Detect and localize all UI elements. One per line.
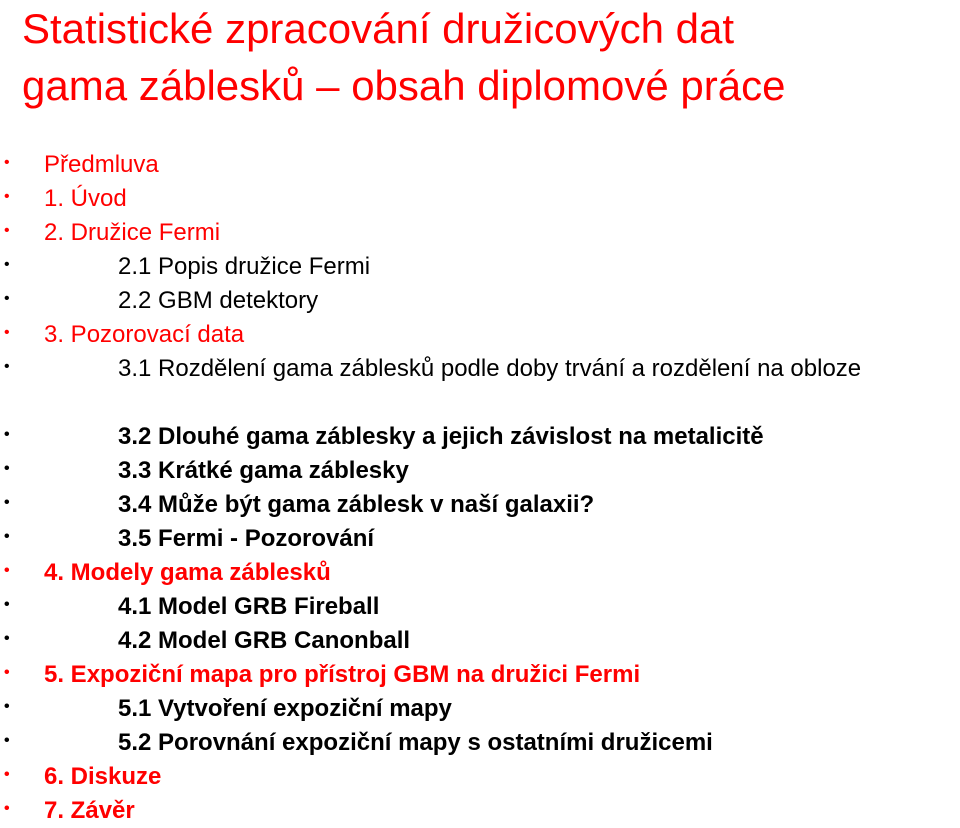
toc-item-fermi-pozorovani	[0, 522, 960, 556]
slide-title-line-2: gama záblesků – obsah diplomové práce	[22, 62, 786, 109]
toc-item-druzice-fermi	[0, 216, 960, 250]
toc-item-label: 6. Diskuze	[44, 763, 162, 790]
bullet-icon: •	[4, 732, 10, 749]
slide-title-line-1: Statistické zpracování družicových dat	[22, 5, 734, 52]
bullet-icon: •	[4, 800, 10, 817]
toc-item-gbm-detektory	[0, 284, 960, 318]
bullet-icon: •	[4, 528, 10, 545]
toc-item-uvod	[0, 182, 960, 216]
toc-item-label: 4.2 Model GRB Canonball	[118, 627, 411, 654]
toc-item-label: 3.2 Dlouhé gama záblesky a jejich závislost na metalicitě	[118, 423, 764, 450]
table-of-contents	[0, 148, 960, 828]
bullet-icon: •	[4, 766, 10, 783]
toc-item-canonball	[0, 624, 960, 658]
bullet-icon: •	[4, 324, 10, 341]
toc-item-label: 3.4 Může být gama záblesk v naší galaxii?	[118, 491, 595, 518]
toc-item-label: 4.1 Model GRB Fireball	[118, 593, 380, 620]
toc-item-label: 5.2 Porovnání expoziční mapy s ostatními družicemi	[118, 729, 713, 756]
toc-item-modely	[0, 556, 960, 590]
toc-item-label: 2.1 Popis družice Fermi	[118, 253, 371, 280]
bullet-icon: •	[4, 358, 10, 375]
toc-item-label: 2.2 GBM detektory	[118, 287, 319, 314]
toc-item-label: 2. Družice Fermi	[44, 219, 221, 246]
bullet-icon: •	[4, 630, 10, 647]
toc-item-label: 7. Závěr	[44, 797, 135, 824]
toc-item-predmluva	[0, 148, 960, 182]
toc-item-pozorovaci-data	[0, 318, 960, 352]
toc-item-popis-druzice	[0, 250, 960, 284]
bullet-icon: •	[4, 460, 10, 477]
toc-item-dlouhe	[0, 420, 960, 454]
bullet-icon: •	[4, 562, 10, 579]
toc-item-fireball	[0, 590, 960, 624]
toc-item-expozicni-mapa	[0, 658, 960, 692]
bullet-icon: •	[4, 426, 10, 443]
toc-item-kratke	[0, 454, 960, 488]
toc-item-galaxie	[0, 488, 960, 522]
toc-item-label: 5.1 Vytvoření expoziční mapy	[118, 695, 452, 722]
toc-item-label: 1. Úvod	[44, 185, 127, 212]
toc-item-label: 3.3 Krátké gama záblesky	[118, 457, 409, 484]
bullet-icon: •	[4, 188, 10, 205]
toc-item-label: Předmluva	[44, 151, 159, 178]
bullet-icon: •	[4, 154, 10, 171]
toc-item-vytvoreni	[0, 692, 960, 726]
bullet-icon: •	[4, 664, 10, 681]
toc-item-label: 3.5 Fermi - Pozorování	[118, 525, 375, 552]
toc-item-zaver	[0, 794, 960, 828]
toc-item-label: 4. Modely gama záblesků	[44, 559, 331, 586]
bullet-icon: •	[4, 698, 10, 715]
toc-item-rozdeleni	[0, 352, 960, 420]
bullet-icon: •	[4, 596, 10, 613]
slide-title	[22, 0, 958, 114]
bullet-icon: •	[4, 256, 10, 273]
bullet-icon: •	[4, 494, 10, 511]
toc-item-label: 3.1 Rozdělení gama záblesků podle doby trvání a rozdělení na obloze	[118, 355, 862, 382]
toc-item-label: 3. Pozorovací data	[44, 321, 245, 348]
bullet-icon: •	[4, 290, 10, 307]
bullet-icon: •	[4, 222, 10, 239]
toc-item-porovnani	[0, 726, 960, 760]
toc-item-label: 5. Expoziční mapa pro přístroj GBM na družici Fermi	[44, 661, 641, 688]
toc-item-diskuze	[0, 760, 960, 794]
